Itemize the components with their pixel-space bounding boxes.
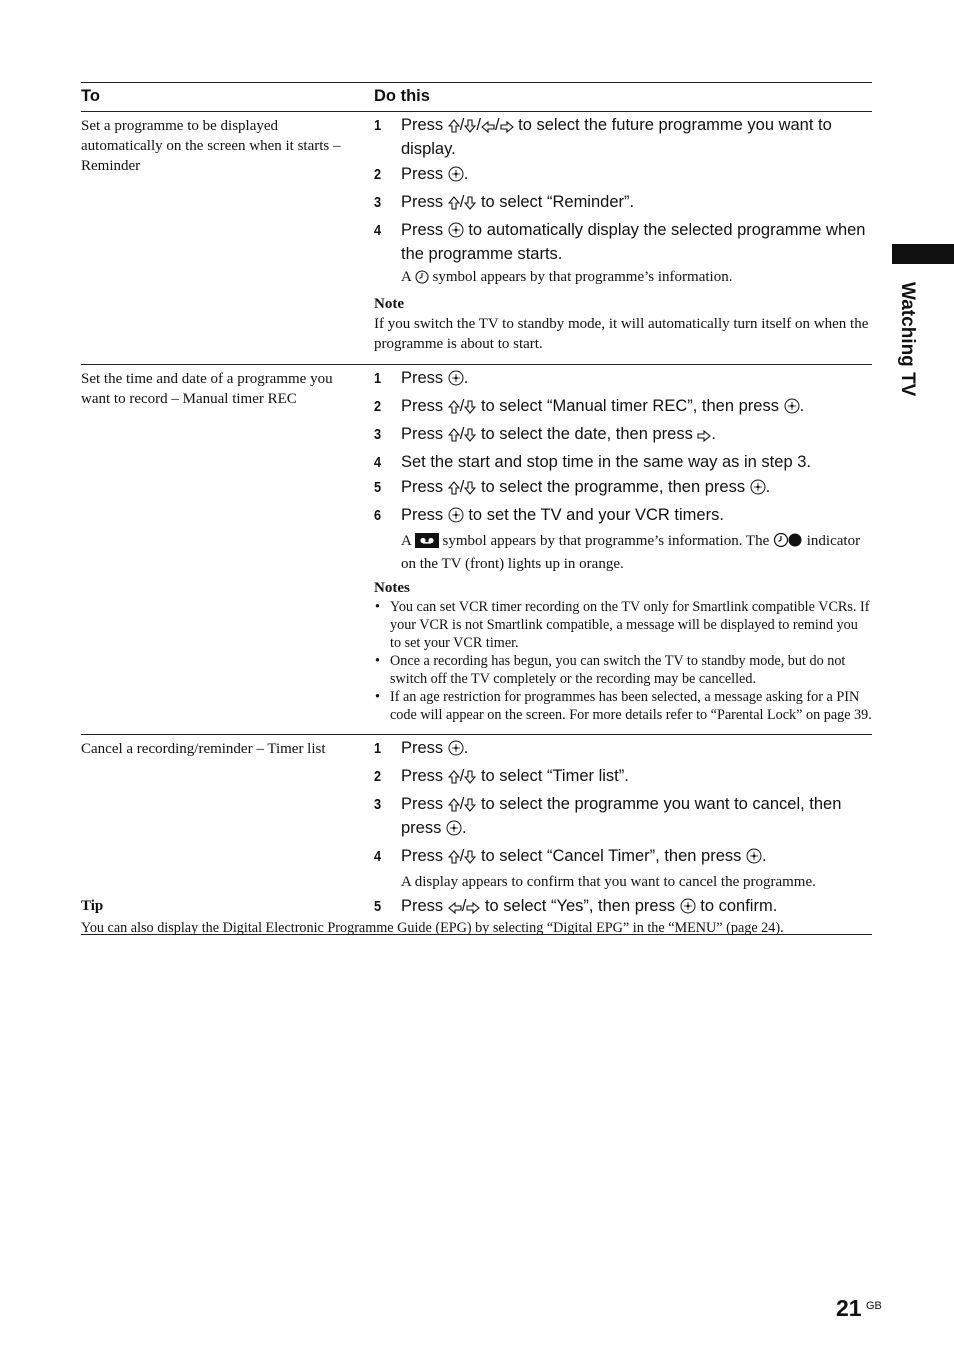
step-text: Press / / / to select the future programme you want to display. xyxy=(401,116,832,158)
table-row-reminder xyxy=(81,112,872,365)
note-item: • If an age restriction for programmes has been selected, a message asking for a PIN code will appear on the screen. For more details refer to “Parental Lock” on page 39. xyxy=(374,688,872,724)
row-instructions xyxy=(374,735,872,934)
right-arrow-icon xyxy=(466,899,480,920)
note-item: • Once a recording has begun, you can switch the TV to standby mode, but do not switch off the TV completely or the recording may be cancelled. xyxy=(374,652,872,688)
section-tab-marker xyxy=(892,244,954,264)
tip-heading: Tip xyxy=(81,898,104,914)
up-arrow-icon xyxy=(448,849,460,870)
step-detail: A display appears to confirm that you want to cancel the programme. xyxy=(401,874,816,890)
down-arrow-icon xyxy=(464,769,476,790)
up-arrow-icon xyxy=(448,480,460,501)
ok-button-icon xyxy=(448,370,464,392)
ok-button-icon xyxy=(446,820,462,842)
step-number: 6 xyxy=(374,507,382,524)
step-number: 1 xyxy=(374,740,382,757)
step-text: Press . xyxy=(401,739,468,757)
up-arrow-icon xyxy=(448,797,460,818)
ok-button-icon xyxy=(750,479,766,501)
row-task: Cancel a recording/reminder – Timer list xyxy=(81,741,326,757)
instruction-table xyxy=(81,82,872,935)
vcr-icon xyxy=(415,533,439,554)
up-arrow-icon xyxy=(448,195,460,216)
page-number: 21 xyxy=(836,1295,862,1321)
row-instructions xyxy=(374,365,872,734)
step-text: Press to set the TV and your VCR timers. xyxy=(401,506,724,524)
step-number: 2 xyxy=(374,768,382,785)
ok-button-icon xyxy=(448,222,464,244)
step-text: Press . xyxy=(401,369,468,387)
step-item xyxy=(374,192,872,216)
step-item xyxy=(374,505,872,529)
down-arrow-icon xyxy=(464,118,476,139)
column-header-to: To xyxy=(81,87,100,105)
step-item xyxy=(374,452,872,473)
step-item xyxy=(374,766,872,790)
step-number: 5 xyxy=(374,479,382,496)
step-text: Press to automatically display the selected programme when the programme starts. xyxy=(401,221,866,263)
step-item xyxy=(374,794,872,842)
right-arrow-icon xyxy=(697,427,711,448)
ok-button-icon xyxy=(448,507,464,529)
clock-icon xyxy=(415,270,429,290)
left-arrow-icon xyxy=(448,899,462,920)
ok-button-icon xyxy=(746,848,762,870)
right-arrow-icon xyxy=(500,118,514,139)
step-text: Press / to select the programme you want to cancel, then press . xyxy=(401,795,841,837)
ok-button-icon xyxy=(448,166,464,188)
step-text: Press / to select “Yes”, then press to confirm. xyxy=(401,897,777,915)
table-row-timer-list xyxy=(81,735,872,935)
ok-button-icon xyxy=(784,398,800,420)
step-item xyxy=(374,396,872,420)
table-row-manual-timer-rec xyxy=(81,365,872,735)
down-arrow-icon xyxy=(464,195,476,216)
step-text: Press / to select “Manual timer REC”, then press . xyxy=(401,397,804,415)
step-number: 4 xyxy=(374,454,382,471)
up-arrow-icon xyxy=(448,399,460,420)
step-item xyxy=(374,738,872,762)
step-number: 2 xyxy=(374,166,382,183)
down-arrow-icon xyxy=(464,849,476,870)
step-item xyxy=(374,115,872,160)
step-detail: A symbol appears by that programme’s information. xyxy=(374,267,872,290)
ok-button-icon xyxy=(680,898,696,920)
up-arrow-icon xyxy=(448,427,460,448)
step-number: 3 xyxy=(374,796,382,813)
step-number: 2 xyxy=(374,398,382,415)
down-arrow-icon xyxy=(464,797,476,818)
step-text: Press / to select the programme, then press . xyxy=(401,478,770,496)
step-item xyxy=(374,164,872,188)
note-text: If you switch the TV to standby mode, it will automatically turn itself on when the programme is about to start. xyxy=(374,316,869,352)
up-arrow-icon xyxy=(448,118,460,139)
up-arrow-icon xyxy=(448,769,460,790)
down-arrow-icon xyxy=(464,427,476,448)
left-arrow-icon xyxy=(481,118,495,139)
step-item xyxy=(374,220,872,265)
step-item xyxy=(374,424,872,448)
row-task: Set a programme to be displayed automatically on the screen when it starts – Reminder xyxy=(81,118,341,174)
row-instructions xyxy=(374,112,872,364)
section-tab-label xyxy=(894,282,918,402)
step-list xyxy=(374,115,872,290)
step-text: Press / to select “Timer list”. xyxy=(401,767,629,785)
step-text: Press / to select the date, then press . xyxy=(401,425,716,443)
step-number: 5 xyxy=(374,898,382,915)
step-list xyxy=(374,368,872,574)
step-number: 3 xyxy=(374,194,382,211)
step-detail: A symbol appears by that programme’s information. The indicator on the TV (front) lights up in orange. xyxy=(401,533,861,572)
step-item xyxy=(374,896,872,920)
step-text: Set the start and stop time in the same way as in step 3. xyxy=(401,453,811,471)
timer-rec-icon xyxy=(773,532,803,554)
step-number: 4 xyxy=(374,848,382,865)
ok-button-icon xyxy=(448,740,464,762)
note-item: • You can set VCR timer recording on the TV only for Smartlink compatible VCRs. If your VCR is not Smartlink compatible, a message will be displayed to remind you to set your VCR timer. xyxy=(374,598,872,652)
step-number: 1 xyxy=(374,370,382,387)
column-header-do-this: Do this xyxy=(374,87,430,105)
step-text: Press / to select “Cancel Timer”, then press . xyxy=(401,847,767,865)
step-number: 3 xyxy=(374,426,382,443)
down-arrow-icon xyxy=(464,480,476,501)
step-list xyxy=(374,738,872,920)
notes-heading: Notes xyxy=(374,580,410,596)
step-item xyxy=(374,368,872,392)
step-number: 4 xyxy=(374,222,382,239)
table-header xyxy=(81,83,872,112)
step-number: 1 xyxy=(374,117,382,134)
tip-text: You can also display the Digital Electronic Programme Guide (EPG) by selecting “Digital EPG” in the “MENU” (page 24). xyxy=(81,920,784,936)
notes-list xyxy=(374,598,872,724)
row-task: Set the time and date of a programme you want to record – Manual timer REC xyxy=(81,371,333,407)
section-title: Watching TV xyxy=(897,282,918,397)
note-heading: Note xyxy=(374,296,404,312)
step-item xyxy=(374,846,872,870)
step-text: Press . xyxy=(401,165,468,183)
step-item xyxy=(374,477,872,501)
step-text: Press / to select “Reminder”. xyxy=(401,193,634,211)
page-region-code: GB xyxy=(866,1300,882,1312)
down-arrow-icon xyxy=(464,399,476,420)
